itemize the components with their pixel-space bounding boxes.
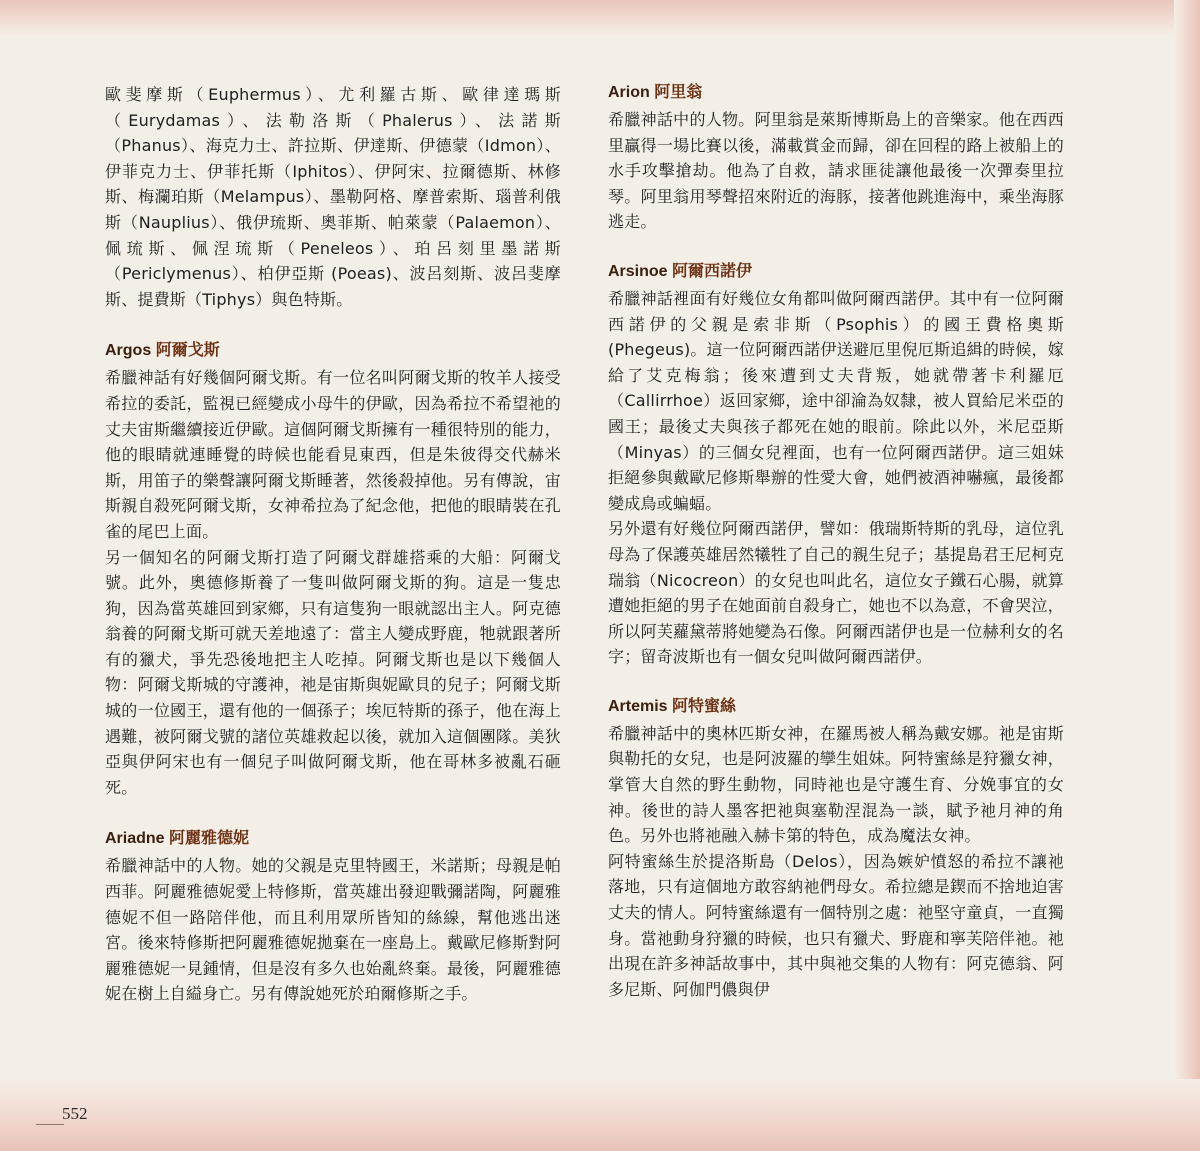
entry-heading-ariadne: [105, 828, 561, 850]
entry-paragraph: 希臘神話中的人物。她的父親是克里特國王，米諾斯；母親是帕西菲。阿麗雅德妮愛上特修斯，當英雄出發迎戰彌諾陶，阿麗雅德妮不但一路陪伴他，而且利用眾所皆知的絲線，幫他逃出迷宮。後來特修斯把阿麗雅德妮拋棄在一座島上。戴歐尼修斯對阿麗雅德妮一見鍾情，但是沒有多久也始亂終棄。最後，阿麗雅德妮在樹上自縊身亡。另有傳說她死於珀爾修斯之手。: [105, 856, 561, 1004]
heading-chinese: 阿麗雅德妮: [169, 830, 250, 848]
heading-latin: Arion: [608, 84, 650, 101]
entry-artemis: [608, 696, 1064, 1003]
page-right-border: [1174, 0, 1200, 1151]
entry-paragraph: 希臘神話裡面有好幾位女角都叫做阿爾西諾伊。其中有一位阿爾西諾伊的父親是索非斯（Psophis）的國王費格奧斯 (Phegeus)。這一位阿爾西諾伊送避厄里倪厄斯追緝的時候，嫁給了艾克梅翁；後來遭到丈夫背叛，她就帶著卡利羅厄（Callirrhoe）返回家鄉，途中卻淪為奴隸，被人買給尼米亞的國王；最後丈夫與孩子都死在她的眼前。除此以外，米尼亞斯（Minyas）的三個女兒裡面，也有一位阿爾西諾伊。這三姐妹拒絕參與戴歐尼修斯舉辦的性愛大會，她們被酒神嚇瘋，最後都變成鳥或蝙蝠。: [608, 288, 1064, 513]
heading-latin: Ariadne: [105, 830, 165, 848]
page-top-border: [0, 0, 1200, 36]
entry-paragraph: 阿特蜜絲生於提洛斯島（Delos），因為嫉妒憤怒的希拉不讓祂落地，只有這個地方敢容納祂們母女。希拉總是鍥而不捨地迫害丈夫的情人。阿特蜜絲還有一個特別之處：祂堅守童貞，一直獨身。當祂動身狩獵的時候，也只有獵犬、野鹿和寧芙陪伴祂。祂出現在許多神話故事中，其中與祂交集的人物有：阿克德翁、阿多尼斯、阿伽門儂與伊: [608, 851, 1064, 999]
page-bottom-border: [0, 1079, 1200, 1151]
entry-heading-artemis: [608, 696, 1064, 718]
heading-latin: Arsinoe: [608, 262, 668, 280]
entry-paragraph: 希臘神話有好幾個阿爾戈斯。有一位名叫阿爾戈斯的牧羊人接受希拉的委託，監視已經變成小母牛的伊歐，因為希拉不希望祂的丈夫宙斯繼續接近伊歐。這個阿爾戈斯擁有一種很特別的能力，他的眼睛就連睡覺的時候也能看見東西，但是朱彼得交代赫米斯，用笛子的樂聲讓阿爾戈斯睡著，然後殺掉他。另有傳說，宙斯親自殺死阿爾戈斯，女神希拉為了紀念他，把他的眼睛裝在孔雀的尾巴上面。: [105, 368, 561, 541]
entry-heading-arsinoe: [608, 261, 1064, 283]
book-page: [105, 82, 1065, 1072]
entry-ariadne: [105, 828, 561, 1007]
entry-paragraph: 另一個知名的阿爾戈斯打造了阿爾戈群雄搭乘的大船：阿爾戈號。此外，奧德修斯養了一隻叫做阿爾戈斯的狗。這是一隻忠狗，因為當英雄回到家鄉，只有這隻狗一眼就認出主人。阿克德翁養的阿爾戈斯可就天差地遠了：當主人變成野鹿，牠就跟著所有的獵犬，爭先恐後地把主人吃掉。阿爾戈斯也是以下幾個人物：阿爾戈斯城的守護神，祂是宙斯與妮歐貝的兒子；阿爾戈斯城的一位國王，還有他的一個孫子；埃厄特斯的孫子，他在海上遇難，被阿爾戈號的諸位英雄救起以後，就加入這個團隊。美狄亞與伊阿宋也有一個兒子叫做阿爾戈斯，他在哥林多被亂石砸死。: [105, 547, 561, 797]
heading-chinese: 阿里翁: [654, 84, 703, 101]
heading-chinese: 阿爾西諾伊: [672, 262, 753, 280]
entry-paragraph: 希臘神話中的人物。阿里翁是萊斯博斯島上的音樂家。他在西西里贏得一場比賽以後，滿載賞金而歸，卻在回程的路上被船上的水手攻擊搶劫。他為了自救，請求匪徒讓他最後一次彈奏里拉琴。阿里翁用琴聲招來附近的海豚，接著他跳進海中，乘坐海豚逃走。: [608, 110, 1064, 232]
entry-arsinoe: [608, 261, 1064, 670]
left-column: [105, 82, 561, 1007]
entry-paragraph: 希臘神話中的奧林匹斯女神，在羅馬被人稱為戴安娜。祂是宙斯與勒托的女兒，也是阿波羅的孿生姐妹。阿特蜜絲是狩獵女神，掌管大自然的野生動物，同時祂也是守護生育、分娩事宜的女神。後世的詩人墨客把祂與塞勒涅混為一談，賦予祂月神的角色。另外也將祂融入赫卡第的特色，成為魔法女神。: [608, 723, 1064, 846]
heading-latin: Artemis: [608, 697, 668, 715]
heading-latin: Argos: [105, 342, 152, 360]
page-number: 552: [62, 1104, 88, 1123]
entry-heading-arion: [608, 82, 1064, 104]
entry-arion: [608, 82, 1064, 235]
right-column: [608, 82, 1064, 1002]
entry-paragraph: 另外還有好幾位阿爾西諾伊，譬如：俄瑞斯特斯的乳母，這位乳母為了保護英雄居然犧牲了自己的親生兒子；基提島君王尼柯克瑞翁（Nicocreon）的女兒也叫此名，這位女子鐵石心腸，就算遭她拒絕的男子在她面前自殺身亡，她也不以為意，不會哭泣，所以阿芙蘿黛蒂將她變為石像。阿爾西諾伊也是一位赫利女的名字；留奇波斯也有一個女兒叫做阿爾西諾伊。: [608, 519, 1064, 667]
entry-argos: [105, 340, 561, 800]
entry-heading-argos: [105, 340, 561, 362]
intro-paragraph: 歐斐摩斯（Euphermus）、尤利羅古斯、歐律達瑪斯（Eurydamas）、法勒洛斯（Phalerus）、法諾斯（Phanus）、海克力士、許拉斯、伊達斯、伊德蒙（Idmon）、伊菲克力士、伊菲托斯（Iphitos）、伊阿宋、拉爾德斯、林修斯、梅瀾珀斯（Melampus）、墨勒阿格、摩普索斯、瑙普利俄斯（Nauplius）、俄伊琉斯、奧菲斯、帕萊蒙（Palaemon）、佩琉斯、佩涅琉斯（Peneleos）、珀呂刻里墨諾斯（Periclymenus）、柏伊亞斯 (Poeas)、波呂刻斯、波呂斐摩斯、提費斯（Tiphys）與色特斯。: [105, 85, 561, 309]
folio-rule: [36, 1124, 64, 1125]
heading-chinese: 阿特蜜絲: [672, 697, 737, 715]
heading-chinese: 阿爾戈斯: [155, 342, 220, 360]
